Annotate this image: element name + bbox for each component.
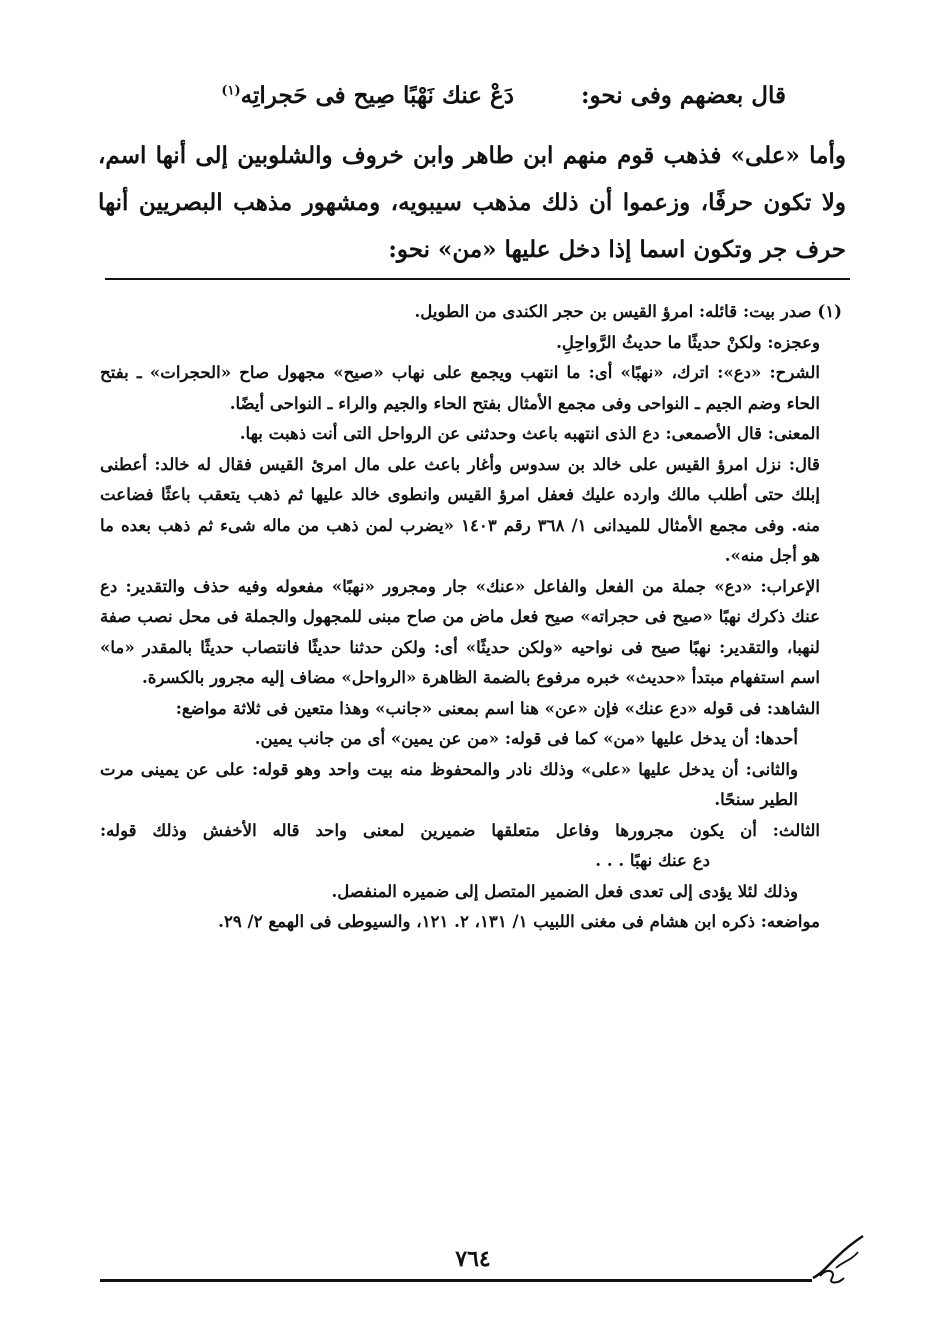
verse-text: دَعْ عنك نَهْبًا صِيح فى حَجراتِه bbox=[240, 82, 514, 109]
note-line bbox=[100, 815, 842, 876]
note-line: (١) صدر بيت: قائله: امرؤ القيس بن حجر الكندى من الطويل. bbox=[414, 301, 842, 321]
verse-line bbox=[98, 82, 786, 118]
note-line: وذلك لئلا يؤدى إلى تعدى فعل الضمير المتصل إلى ضميره المنفصل. bbox=[331, 880, 798, 901]
note-line: قال: نزل امرؤ القيس على خالد بن سدوس وأغار باعث على مال امرئ القيس فقال له خالد: أعطنى إبلك حتى أطلب مالك وارده عليك فعفل امرؤ القيس وانطوى خالد عليها ثم ذهب يتعقب باعثًا فضاعت منه. وفى مجمع الأمثال للميدانى ١/ ٣٦٨ رقم ١٤٠٣ «يضرب لمن ذهب من ماله شىء ثم ذهب بعده ما هو أجل منه». bbox=[100, 453, 820, 565]
footnote-separator bbox=[105, 278, 850, 280]
verse-intro: قال بعضهم وفى نحو: bbox=[581, 82, 786, 109]
note-line: الإعراب: «دع» جملة من الفعل والفاعل «عنك» جار ومجرور «نهبًا» مفعوله وفيه حذف والتقدير: دع عنك ذكرك نهبًا «صيح فى حجراته» صيح فعل ماض من صاح مبنى للمجهول والجملة فى محل نصب صفة لنهبا، والتقدير: نهبًا صيح فى نواحيه «ولكن حديثًا» أى: ولكن حدثنا حديثًا فانتصاب حديثًا بالمقدر «ما» اسم استفهام مبتدأ «حديث» خبره مرفوع بالضمة الظاهرة «الرواحل» مضاف إليه مجرور بالكسرة. bbox=[100, 575, 820, 687]
note-line: وعجزه: ولكنْ حديثًا ما حديثُ الرَّواحِلِ. bbox=[556, 331, 820, 352]
verse-hemistich bbox=[221, 82, 514, 109]
note-line: الشرح: «دع»: اترك، «نهبًا» أى: ما انتهب ويجمع على نهاب «صيح» مجهول صاح «الحجرات» ـ بفتح الحاء وضم الجيم ـ النواحى وفى مجمع الأمثال بفتح الحاء والجيم والراء ـ النواحى أيضًا. bbox=[100, 362, 820, 413]
footnotes bbox=[100, 296, 842, 937]
note-line: الشاهد: فى قوله «دع عنك» فإن «عن» هنا اسم بمعنى «جانب» وهذا متعين فى ثلاثة مواضع: bbox=[175, 697, 820, 718]
quoted-verse-text: دع عنك نهبًا . . . bbox=[595, 850, 710, 870]
main-paragraph: وأما «على» فذهب قوم منهم ابن طاهر وابن خروف والشلوبين إلى أنها اسم، ولا تكون حرفًا، وزعموا أن ذلك مذهب سيبويه، ومشهور مذهب البصريين أنها حرف جر وتكون اسما إذا دخل عليها «من» نحو: bbox=[98, 142, 846, 263]
note-text: الثالث: أن يكون مجرورها وفاعل متعلقها ضميرين لمعنى واحد قاله الأخفش وذلك قوله: bbox=[100, 819, 820, 840]
ornament-icon bbox=[808, 1228, 868, 1288]
page-number: ٧٦٤ bbox=[455, 1246, 491, 1272]
note-line: المعنى: قال الأصمعى: دع الذى انتهبه باعث وحدثنى عن الرواحل التى أنت ذهبت بها. bbox=[239, 423, 820, 443]
bottom-rule bbox=[100, 1279, 812, 1282]
note-line: مواضعه: ذكره ابن هشام فى مغنى اللبيب ١/ ١٣١، ٢. ١٢١، والسيوطى فى الهمع ٢/ ٢٩. bbox=[218, 911, 820, 931]
footnote-mark: (١) bbox=[221, 83, 241, 99]
note-line: أحدها: أن يدخل عليها «من» كما فى قوله: «من عن يمين» أى من جانب يمين. bbox=[254, 728, 798, 748]
note-line: والثانى: أن يدخل عليها «على» وذلك نادر والمحفوظ منه بيت واحد وهو قوله: على عن يمينى مرت الطير سنحًا. bbox=[100, 758, 798, 809]
quoted-verse bbox=[595, 845, 820, 876]
